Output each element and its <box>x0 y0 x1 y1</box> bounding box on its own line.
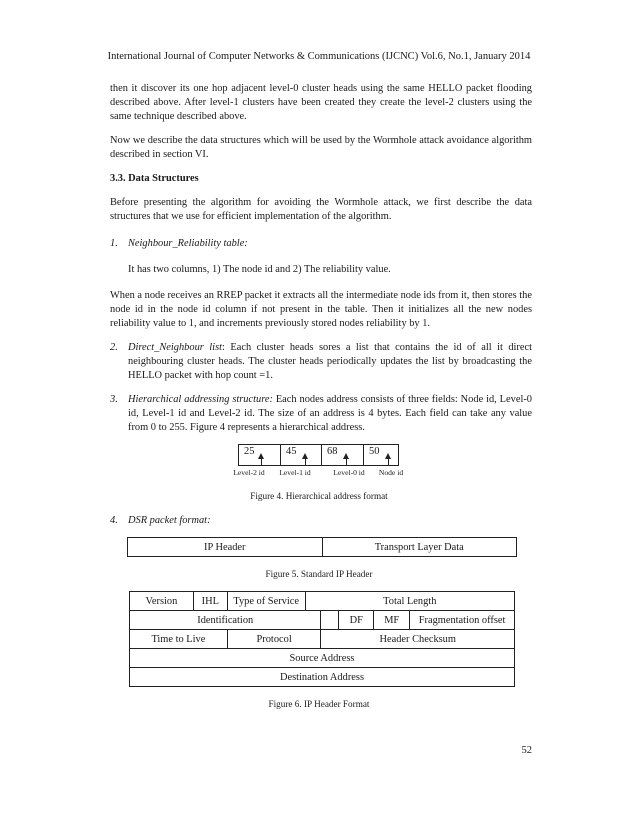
ip-header-format-table <box>129 591 515 687</box>
standard-ip-header-table <box>127 537 517 557</box>
cell-identification: Identification <box>130 611 321 630</box>
figure6-caption: Figure 6. IP Header Format <box>268 699 370 709</box>
list-term-direct-neighbour: Direct_Neighbour list <box>128 342 222 353</box>
list-number-4: 4. <box>110 515 118 526</box>
label-node-id: Node id <box>378 468 404 477</box>
list-number-1: 1. <box>110 238 118 249</box>
cell-ip-header: IP Header <box>128 538 323 557</box>
cell-source-address: Source Address <box>130 649 515 668</box>
cell-destination-address: Destination Address <box>130 668 515 687</box>
label-level2-id: Level-2 id <box>233 468 265 477</box>
list-text-hierarchical-addressing: Each nodes address consists of three fields: Node id, Level-0 id, Level-1 id and Level-2 id. The size of an address is 4 bytes. Each field can take any value from 0 to 255. Figure 4 represents a hierarchical address. <box>128 394 532 433</box>
table-row <box>130 649 515 668</box>
cell-fragmentation-offset: Fragmentation offset <box>410 611 515 630</box>
list-text-direct-neighbour: : Each cluster heads sores a list that contains the id of all it direct neighbouring cluster heads. The cluster heads periodically updates the list by broadcasting the HELLO packet with hop count =1. <box>128 342 532 381</box>
table-row <box>130 592 515 611</box>
paragraph-cluster-creation: then it discover its one hop adjacent level-0 cluster heads using the same HELLO packet flooding described above. After level-1 clusters have been created they create the level-2 clusters using the same technique described above. <box>110 83 532 122</box>
list-term-hierarchical-addressing: Hierarchical addressing structure: <box>128 394 273 405</box>
cell-type-of-service: Type of Service <box>227 592 305 611</box>
cell-time-to-live: Time to Live <box>130 630 228 649</box>
figure5-caption: Figure 5. Standard IP Header <box>265 569 373 579</box>
table-row <box>130 630 515 649</box>
page-number: 52 <box>521 745 532 756</box>
section-heading: 3.3. Data Structures <box>110 173 199 184</box>
cell-df: DF <box>339 611 374 630</box>
cell-transport-layer-data: Transport Layer Data <box>322 538 517 557</box>
paragraph-two-columns: It has two columns, 1) The node id and 2) The reliability value. <box>128 264 391 275</box>
table-row <box>130 611 515 630</box>
list-item-hierarchical-addressing <box>128 393 532 435</box>
journal-header: International Journal of Computer Networks & Communications (IJCNC) Vol.6, No.1, January 2014 <box>107 51 531 62</box>
cell-mf: MF <box>374 611 410 630</box>
address-field-level0: 68 <box>327 446 338 457</box>
cell-reserved <box>321 611 339 630</box>
list-term-dsr-packet: DSR packet format: <box>128 515 211 526</box>
table-row <box>128 538 517 557</box>
cell-protocol: Protocol <box>227 630 321 649</box>
paragraph-data-structures-intro: Now we describe the data structures which will be used by the Wormhole attack avoidance algorithm described in section VI. <box>110 135 532 160</box>
arrow-shaft <box>346 459 347 465</box>
list-term-neighbour-reliability: Neighbour_Reliability table: <box>128 238 248 249</box>
cell-ihl: IHL <box>193 592 227 611</box>
arrow-shaft <box>261 459 262 465</box>
address-field-level2: 25 <box>244 446 255 457</box>
arrow-shaft <box>305 459 306 465</box>
label-level0-id: Level-0 id <box>333 468 365 477</box>
figure4-caption: Figure 4. Hierarchical address format <box>250 491 388 501</box>
paragraph-rrep: When a node receives an RREP packet it extracts all the intermediate node ids from it, then stores the node id in the node id column if not present in the table. Then it initializes all the new nodes reliability value to 1, and increments previously stored nodes reliability by 1. <box>110 290 532 329</box>
cell-header-checksum: Header Checksum <box>321 630 515 649</box>
address-field-level1: 45 <box>286 446 297 457</box>
cell-version: Version <box>130 592 194 611</box>
table-row <box>130 668 515 687</box>
list-number-3: 3. <box>110 394 118 405</box>
cell-total-length: Total Length <box>305 592 514 611</box>
address-field-node: 50 <box>369 446 380 457</box>
label-level1-id: Level-1 id <box>279 468 311 477</box>
list-number-2: 2. <box>110 342 118 353</box>
list-item-direct-neighbour <box>128 341 532 383</box>
arrow-shaft <box>388 459 389 465</box>
paragraph-algorithm-intro: Before presenting the algorithm for avoiding the Wormhole attack, we first describe the data structures that we use for efficient implementation of the algorithm. <box>110 197 532 222</box>
